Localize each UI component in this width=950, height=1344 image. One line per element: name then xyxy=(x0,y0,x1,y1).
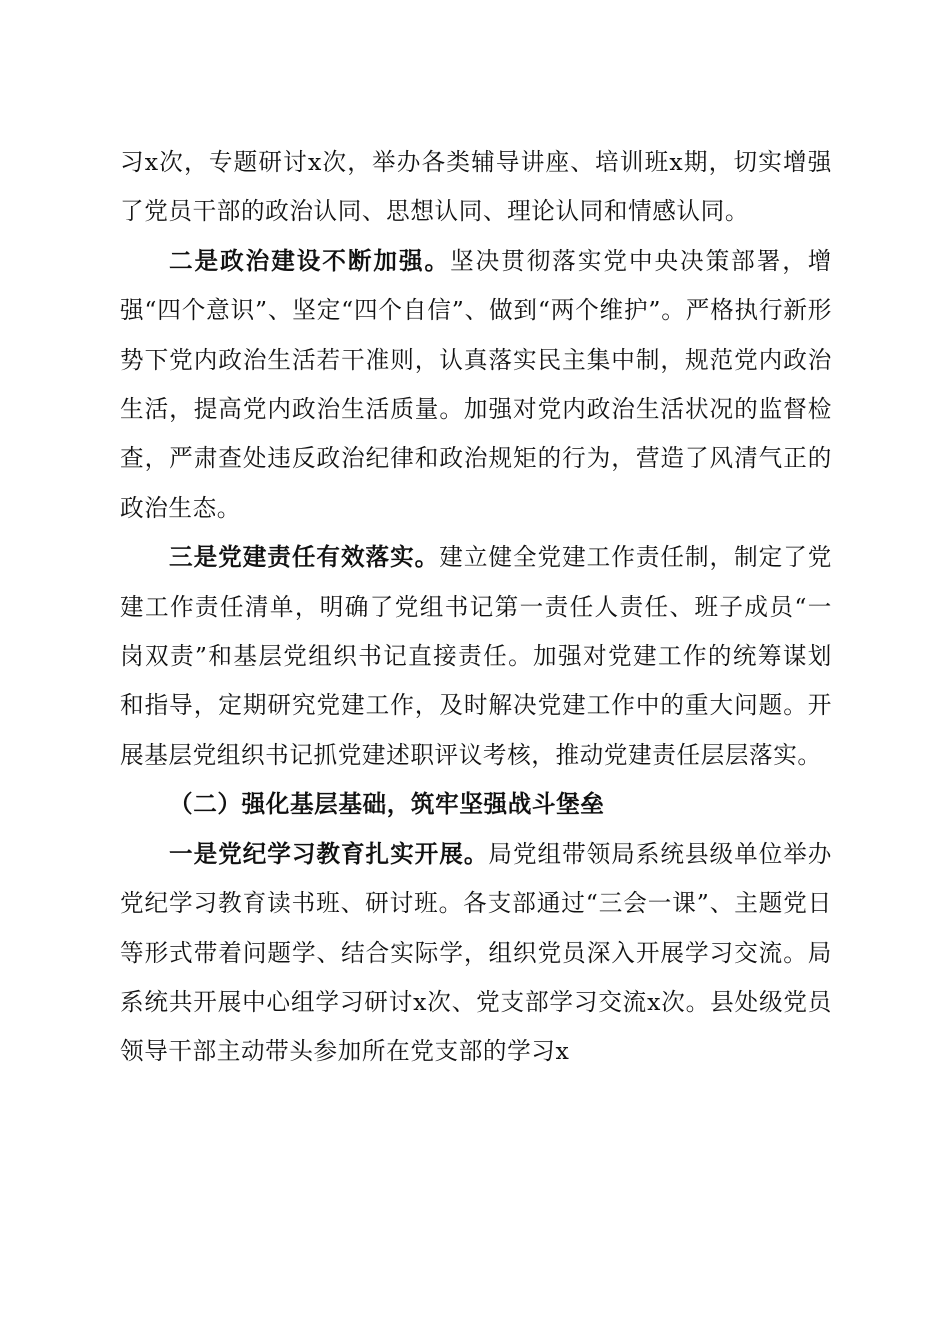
paragraph-lead: 二是政治建设不断加强。 xyxy=(169,246,451,275)
document-body xyxy=(120,138,832,1077)
paragraph-discipline-education xyxy=(120,830,832,1077)
paragraph-continuation xyxy=(120,138,832,237)
paragraph-text: 坚决贯彻落实党中央决策部署，增强“四个意识”、坚定“四个自信”、做到“两个维护”。严格执行新形势下党内政治生活若干准则，认真落实民主集中制，规范党内政治生活，提高党内政治生活质量。加强对党内政治生活状况的监督检查，严肃查处违反政治纪律和政治规矩的行为，营造了风清气正的政治生态。 xyxy=(120,246,832,522)
paragraph-lead: 一是党纪学习教育扎实开展。 xyxy=(169,839,489,868)
paragraph-lead: 三是党建责任有效落实。 xyxy=(169,543,440,572)
paragraph-text: 习x次，专题研讨x次，举办各类辅导讲座、培训班x期，切实增强了党员干部的政治认同、思想认同、理论认同和情感认同。 xyxy=(120,148,832,226)
paragraph-political-construction xyxy=(120,237,832,533)
paragraph-text: 建立健全党建工作责任制，制定了党建工作责任清单，明确了党组书记第一责任人责任、班子成员“一岗双责”和基层党组织书记直接责任。加强对党建工作的统筹谋划和指导，定期研究党建工作，及时解决党建工作中的重大问题。开展基层党组织书记抓党建述职评议考核，推动党建责任层层落实。 xyxy=(120,543,832,769)
paragraph-party-responsibility xyxy=(120,533,832,780)
section-heading: （二）强化基层基础，筑牢坚强战斗堡垒 xyxy=(169,790,605,819)
paragraph-text: 局党组带领局系统县级单位举办党纪学习教育读书班、研讨班。各支部通过“三会一课”、主题党日等形式带着问题学、结合实际学，组织党员深入开展学习交流。局系统共开展中心组学习研讨x次、党支部学习交流x次。县处级党员领导干部主动带头参加所在党支部的学习x xyxy=(120,839,832,1066)
